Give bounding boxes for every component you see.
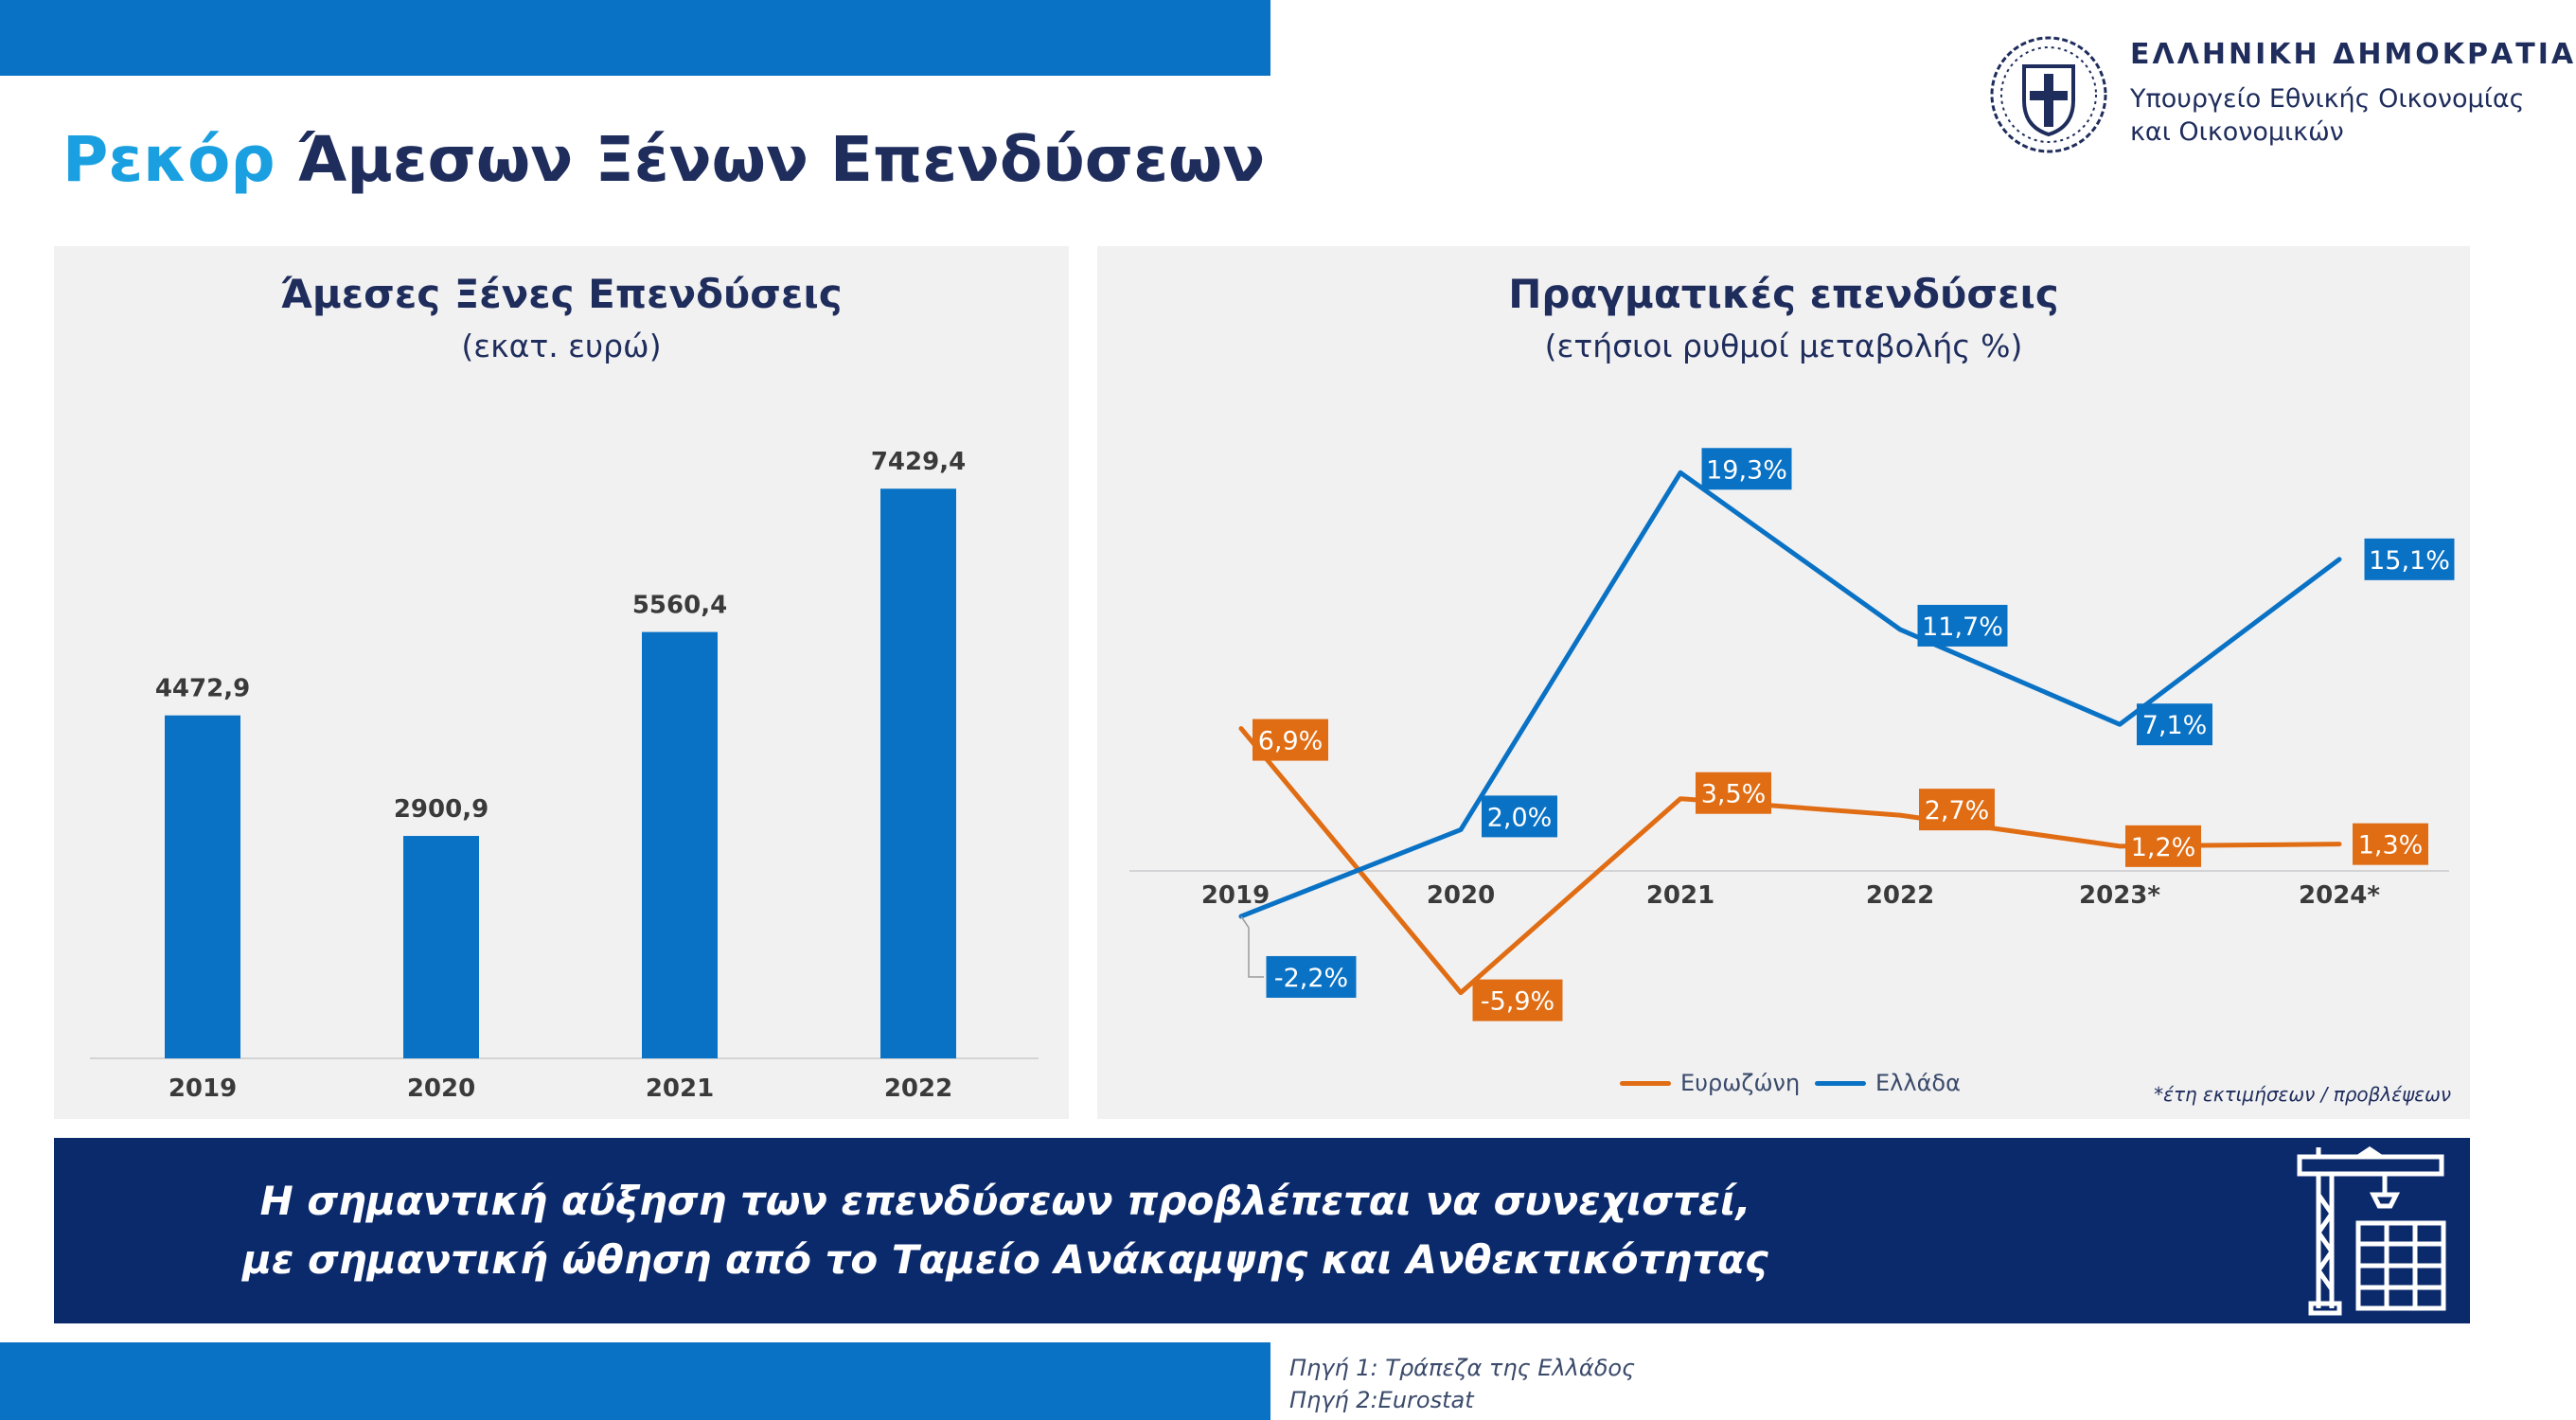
- legend-greece: [1815, 1070, 1961, 1096]
- data-label: -2,2%: [1273, 963, 1349, 993]
- bar-value-label: 5560,4: [631, 591, 728, 620]
- bar-chart-canvas: [54, 246, 1069, 1119]
- banner-line-2: με σημαντική ώθηση από το Ταμείο Ανάκαμψης και Ανθεκτικότητας: [242, 1236, 1768, 1283]
- data-label-leader-line: [1241, 916, 1264, 977]
- source-line-1: Πηγή 1: Τράπεζα της Ελλάδος: [1289, 1355, 1636, 1381]
- data-label: -5,9%: [1480, 986, 1555, 1017]
- conclusion-banner: [54, 1138, 2470, 1323]
- real-investment-line-chart-panel: [1097, 246, 2470, 1119]
- bar-value-label: 7429,4: [870, 448, 967, 477]
- data-label: 7,1%: [2141, 711, 2208, 741]
- line-chart-title: Πραγματικές επενδύσεις: [1508, 271, 2059, 317]
- x-tick-label: 2020: [1426, 881, 1496, 910]
- bar-chart-title: Άμεσες Ξένες Επενδύσεις: [280, 271, 843, 317]
- legend-greece-label: Ελλάδα: [1875, 1070, 1961, 1096]
- x-tick-label: 2022: [1865, 881, 1935, 910]
- ministry-header: [2130, 38, 2576, 147]
- x-tick-label: 2023*: [2079, 881, 2160, 910]
- bar: [165, 716, 240, 1058]
- x-tick-label: 2024*: [2299, 881, 2380, 910]
- x-tick-label: 2021: [645, 1074, 715, 1103]
- page-title: [62, 123, 1265, 196]
- bottom-accent-bar: [0, 1342, 1270, 1420]
- fdi-bar-chart-panel: [54, 246, 1069, 1119]
- line-chart-canvas: [1097, 246, 2470, 1119]
- legend-eurozone: [1620, 1070, 1800, 1096]
- legend-greece-swatch: [1815, 1081, 1866, 1086]
- chart-footnote: *έτη εκτιμήσεων / προβλέψεων: [2154, 1083, 2451, 1106]
- bar: [642, 632, 718, 1058]
- greek-coat-of-arms-logo: [1988, 34, 2109, 155]
- line-chart-subtitle: (ετήσιοι ρυθμοί μεταβολής %): [1544, 328, 2023, 364]
- data-label: 15,1%: [2369, 545, 2450, 576]
- ministry-line-1: ΕΛΛΗΝΙΚΗ ΔΗΜΟΚΡΑΤΙΑ: [2130, 38, 2576, 71]
- ministry-line-2: Υπουργείο Εθνικής Οικονομίας: [2130, 84, 2525, 114]
- bar-chart-subtitle: (εκατ. ευρώ): [461, 328, 662, 364]
- source-line-2: Πηγή 2:Eurostat: [1289, 1387, 1474, 1413]
- data-label: 1,2%: [2130, 832, 2196, 862]
- x-tick-label: 2020: [406, 1074, 476, 1103]
- x-tick-label: 2019: [1200, 881, 1270, 910]
- data-label: 3,5%: [1700, 779, 1767, 809]
- x-tick-label: 2021: [1645, 881, 1715, 910]
- legend-eurozone-label: Ευρωζώνη: [1680, 1070, 1801, 1096]
- ministry-line-3: και Οικονομικών: [2130, 117, 2344, 147]
- x-tick-label: 2022: [883, 1074, 953, 1103]
- page-title-rest: Άμεσων Ξένων Επενδύσεων: [296, 123, 1266, 196]
- data-label: 19,3%: [1706, 455, 1787, 486]
- legend-eurozone-swatch: [1620, 1081, 1671, 1086]
- data-label: 2,7%: [1924, 796, 1990, 826]
- data-label: 1,3%: [2357, 830, 2424, 861]
- data-label: 2,0%: [1486, 803, 1553, 833]
- x-tick-label: 2019: [168, 1074, 238, 1103]
- bar: [403, 836, 479, 1058]
- bar: [880, 488, 956, 1058]
- top-accent-bar: [0, 0, 1270, 76]
- banner-line-1: Η σημαντική αύξηση των επενδύσεων προβλέπεται να συνεχιστεί,: [259, 1178, 1751, 1224]
- construction-crane-icon: [2290, 1147, 2451, 1318]
- bar-value-label: 2900,9: [393, 795, 489, 825]
- data-label: 11,7%: [1922, 612, 2003, 642]
- page-title-accent: Ρεκόρ: [62, 123, 275, 196]
- sources-note: [1289, 1352, 1635, 1416]
- data-label: 6,9%: [1257, 726, 1324, 756]
- bar-value-label: 4472,9: [154, 674, 251, 703]
